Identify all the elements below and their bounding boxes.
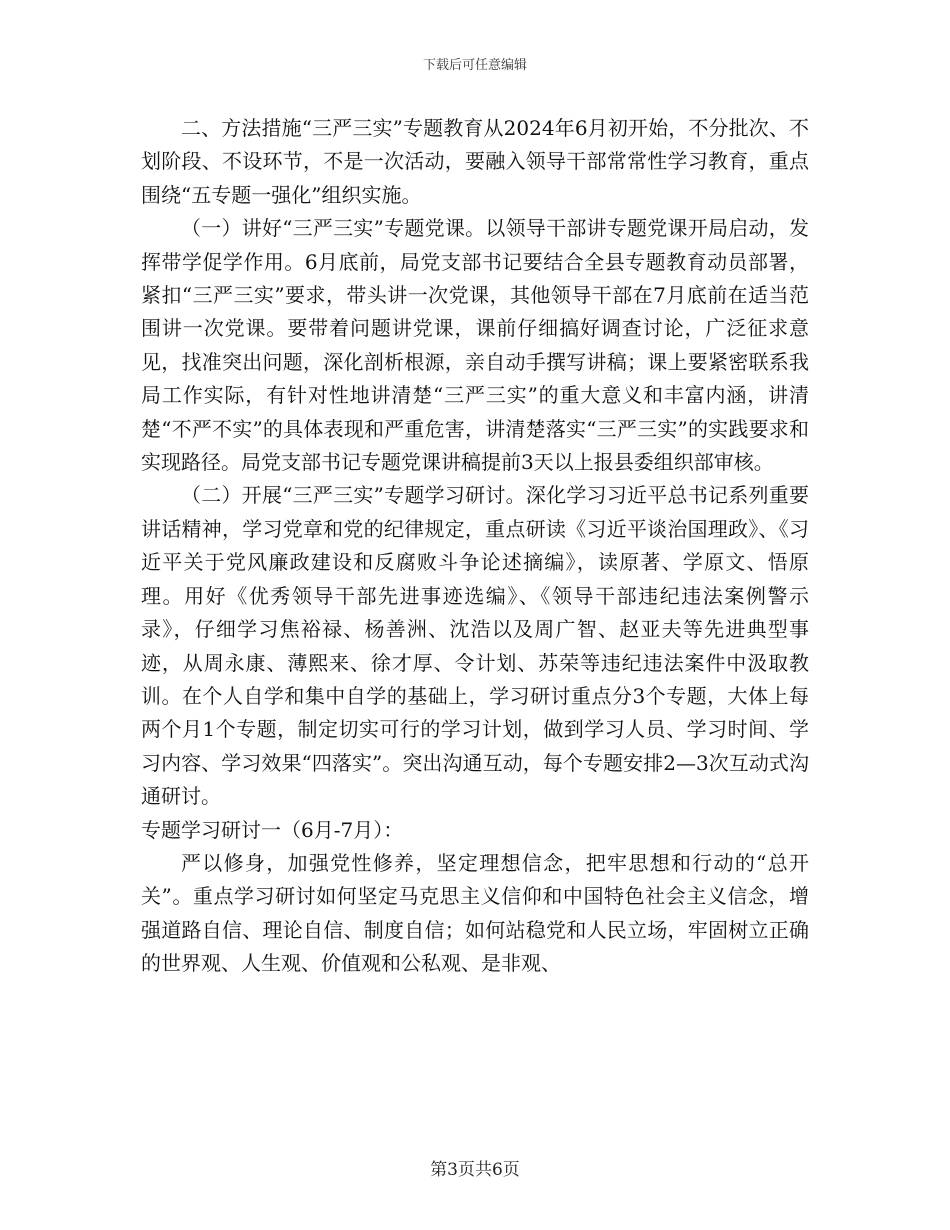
page-header-note: 下载后可任意编辑	[422, 58, 527, 73]
paragraph-methods-intro: 二、方法措施“三严三实”专题教育从2024年6月初开始，不分批次、不划阶段、不设环节，不是一次活动，要融入领导干部常常性学习教育，重点围绕“五专题一强化”组织实施。	[141, 116, 809, 207]
page-number-footer: 第3页共6页	[430, 1160, 520, 1180]
document-body	[141, 112, 809, 981]
paragraph-study-discussion: （二）开展“三严三实”专题学习研讨。深化学习习近平总书记系列重要讲话精神，学习党章和党的纪律规定，重点研读《习近平谈治国理政》、《习近平关于党风廉政建设和反腐败斗争论述摘编》，读原著、学原文、悟原理。用好《优秀领导干部先进事迹选编》、《领导干部违纪违法案例警示录》，仔细学习焦裕禄、杨善洲、沈浩以及周广智、赵亚夫等先进典型事迹，从周永康、薄熙来、徐才厚、令计划、苏荣等违纪违法案件中汲取教训。在个人自学和集中自学的基础上，学习研讨重点分3个专题，大体上每两个月1个专题，制定切实可行的学习计划，做到学习人员、学习时间、学习内容、学习效果“四落实”。突出沟通互动，每个专题安排2—3次互动式沟通研讨。	[141, 483, 809, 809]
paragraph-topic-one-body: 严以修身，加强党性修养，坚定理想信念，把牢思想和行动的“总开关”。重点学习研讨如何坚定马克思主义信仰和中国特色社会主义信念，增强道路自信、理论自信、制度自信；如何站稳党和人民立场，牢固树立正确的世界观、人生观、价值观和公私观、是非观、	[141, 850, 809, 976]
paragraph-topic-one-heading: 专题学习研讨一（6月-7月）：	[141, 817, 404, 842]
paragraph-party-lecture: （一）讲好“三严三实”专题党课。以领导干部讲专题党课开局启动，发挥带学促学作用。6月底前，局党支部书记要结合全县专题教育动员部署，紧扣“三严三实”要求，带头讲一次党课，其他领导干部在7月底前在适当范围讲一次党课。要带着问题讲党课，课前仔细搞好调查讨论，广泛征求意见，找准突出问题，深化剖析根源，亲自动手撰写讲稿；课上要紧密联系我局工作实际，有针对性地讲清楚“三严三实”的重大意义和丰富内涵，讲清楚“不严不实”的具体表现和严重危害，讲清楚落实“三严三实”的实践要求和实现路径。局党支部书记专题党课讲稿提前3天以上报县委组织部审核。	[141, 216, 809, 475]
